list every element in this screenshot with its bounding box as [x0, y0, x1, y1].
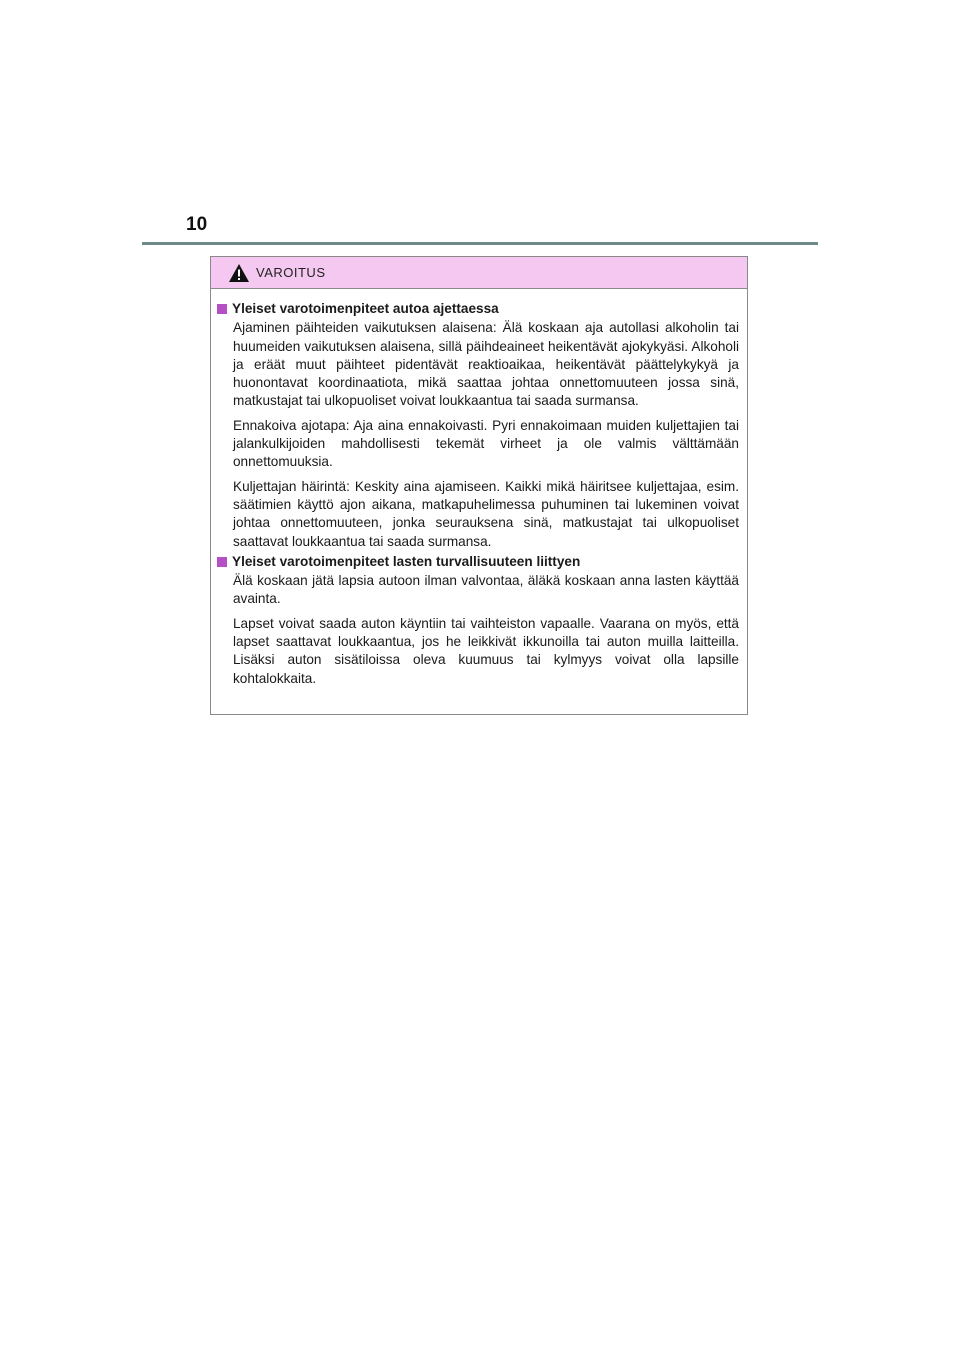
paragraph: Älä koskaan jätä lapsia autoon ilman valvontaa, äläkä koskaan anna lasten käyttää avainta.	[233, 573, 739, 607]
section-heading-text: Yleiset varotoimenpiteet autoa ajettaessa	[232, 301, 499, 316]
warning-section-children	[217, 553, 739, 688]
paragraph: Ennakoiva ajotapa: Aja aina ennakoivasti. Pyri ennakoimaan muiden kuljettajien tai jalankulkijoiden mahdollisesti tekemät virheet ja ole valmis välttämään onnettomuuksia.	[233, 417, 739, 470]
warning-box	[210, 256, 748, 715]
bullet-square-icon	[217, 304, 227, 314]
section-heading	[217, 553, 739, 571]
bullet-square-icon	[217, 557, 227, 567]
warning-section-driving	[217, 300, 739, 551]
page-number: 10	[186, 214, 208, 235]
warning-triangle-icon	[228, 263, 250, 283]
paragraph: Ajaminen päihteiden vaikutuksen alaisena: Älä koskaan aja autollasi alkoholin tai huumeiden vaikutuksen alaisena, sillä päihdeaineet heikentävät ajokykyäsi. Alkoholi ja eräät muut päihteet pidentävät reaktioaikaa, heikentävät päättelykykyä ja huonontavat koordinaatiota, mikä saattaa johtaa onnettomuuteen jossa sinä, matkustajat tai ulkopuoliset voivat loukkaantua tai saada surmansa.	[233, 320, 739, 409]
paragraph: Lapset voivat saada auton käyntiin tai vaihteiston vapaalle. Vaarana on myös, että lapset saattavat loukkaantua, jos he leikkivät ikkunoilla tai auton muilla laitteilla. Lisäksi auton sisätiloissa oleva kuumuus tai kylmyys voivat olla lapsille kohtalokkaita.	[233, 615, 739, 686]
section-heading	[217, 300, 739, 318]
paragraph: Kuljettajan häirintä: Keskity aina ajamiseen. Kaikki mikä häiritsee kuljettajaa, esim. säätimien käyttö ajon aikana, matkapuhelimessa puhuminen tai lukeminen voivat johtaa onnettomuuteen, jonka seurauksena sinä, matkustajat tai ulkopuoliset saattavat loukkaantua tai saada surmansa.	[233, 478, 739, 549]
warning-title: VAROITUS	[256, 265, 326, 280]
warning-body	[211, 289, 747, 688]
section-heading-text: Yleiset varotoimenpiteet lasten turvallisuuteen liittyen	[232, 553, 581, 569]
warning-header	[211, 257, 747, 289]
header-rule	[142, 242, 818, 245]
